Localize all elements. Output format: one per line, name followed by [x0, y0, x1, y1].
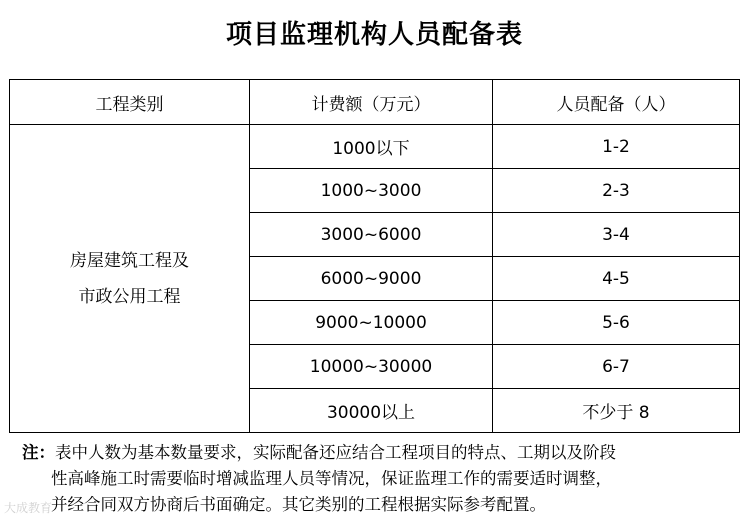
staff-cell: 1-2 [493, 125, 740, 169]
header-category: 工程类别 [10, 80, 250, 125]
footnote-line: 并经合同双方协商后书面确定。其它类别的工程根据实际参考配置。 [51, 495, 546, 514]
footnote-line: 性高峰施工时需要临时增减监理人员等情况，保证监理工作的需要适时调整， [51, 469, 612, 488]
footnote [22, 440, 742, 518]
fee-cell: 6000~9000 [250, 257, 493, 301]
staffing-table [9, 79, 740, 433]
category-line: 市政公用工程 [78, 286, 181, 307]
fee-cell: 1000以下 [250, 125, 493, 169]
fee-cell: 9000~10000 [250, 301, 493, 345]
header-staff: 人员配备（人） [493, 80, 740, 125]
category-line: 房屋建筑工程及 [70, 250, 189, 271]
fee-cell: 10000~30000 [250, 345, 493, 389]
watermark: 大成教育 [4, 501, 53, 515]
staff-cell: 3-4 [493, 213, 740, 257]
footnote-prefix: 注： [22, 443, 55, 462]
footnote-line: 表中人数为基本数量要求，实际配备还应结合工程项目的特点、工期以及阶段 [55, 443, 616, 462]
fee-cell: 30000以上 [250, 389, 493, 433]
fee-cell: 3000~6000 [250, 213, 493, 257]
staff-cell: 6-7 [493, 345, 740, 389]
fee-cell: 1000~3000 [250, 169, 493, 213]
staff-cell: 5-6 [493, 301, 740, 345]
staff-cell: 不少于 8 [493, 389, 740, 433]
page-title: 项目监理机构人员配备表 [225, 20, 523, 50]
table-header-row [10, 80, 740, 125]
staff-cell: 2-3 [493, 169, 740, 213]
staff-cell: 4-5 [493, 257, 740, 301]
table-row [10, 125, 740, 169]
header-fee: 计费额（万元） [250, 80, 493, 125]
category-cell [10, 125, 250, 433]
